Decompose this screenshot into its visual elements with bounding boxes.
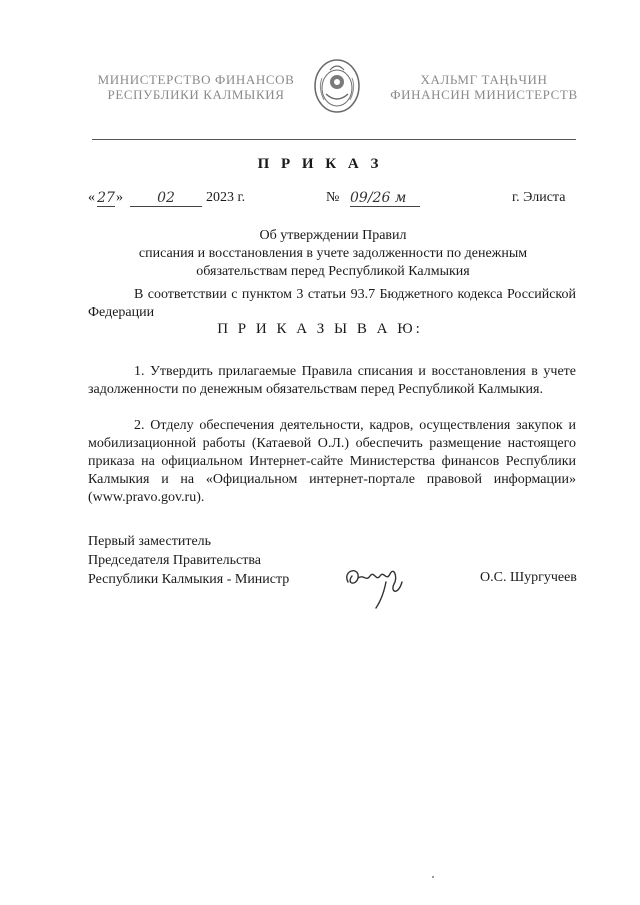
date-year: 2023 г. [206, 190, 246, 205]
subject-line2: списания и восстановления в учете задолженности по денежным [138, 246, 528, 261]
ministry-name-kalmyk [384, 72, 584, 102]
document-number: 09/26 м [350, 190, 420, 207]
preamble [88, 286, 576, 322]
order-item-2 [88, 417, 576, 507]
signatory-position-line2: Председателя Правительства [88, 553, 262, 568]
order-item-2-text: 2. Отделу обеспечения деятельности, кадров, осуществления закупок и мобилизационной работы (Катаевой О.Л.) обеспечить размещение настоящего приказа на официальном Интернет-сайте Министерства финансов Республики Калмыкия и на «Официальном интернет-портале правовой информации» (www.pravo.gov.ru). [88, 418, 576, 505]
date-month: 02 [130, 190, 202, 207]
date-number-line [88, 190, 576, 210]
document-subject [88, 227, 578, 281]
signatory-position [88, 532, 289, 589]
order-item-1-text: 1. Утвердить прилагаемые Правила списания и восстановления в учете задолженности по денежным обязательствам перед Республикой Калмыкия. [88, 364, 576, 397]
ministry-name-kalmyk-line2: ФИНАНСИН МИНИСТЕРСТВ [390, 87, 578, 102]
city: г. Элиста [512, 190, 566, 205]
subject-line3: обязательствам перед Республикой Калмыкия [196, 264, 470, 279]
preamble-text: В соответствии с пунктом 3 статьи 93.7 Бюджетного кодекса Российской Федерации [88, 287, 576, 320]
ministry-name-kalmyk-line1: ХАЛЬМГ ТАҢҺЧИН [420, 72, 548, 87]
date-open-quote: « [88, 190, 95, 205]
coat-of-arms-icon [312, 58, 362, 114]
date-day: 27 [97, 190, 115, 206]
order-item-1 [88, 363, 576, 399]
handwritten-signature [336, 552, 426, 612]
scan-speck [432, 876, 434, 878]
order-word: П Р И К А З Ы В А Ю: [217, 321, 423, 337]
ministry-name-ru [96, 72, 296, 102]
document-title: П Р И К А З [257, 156, 383, 172]
signatory-name: О.С. Шургучеев [480, 570, 577, 585]
ministry-name-ru-line2: РЕСПУБЛИКИ КАЛМЫКИЯ [107, 87, 285, 102]
signatory-position-line3: Республики Калмыкия - Министр [88, 572, 290, 587]
date-close-quote: » [116, 190, 123, 205]
signatory-position-line1: Первый заместитель [88, 534, 212, 549]
number-label: № [326, 190, 340, 205]
header-divider [92, 139, 576, 140]
ministry-name-ru-line1: МИНИСТЕРСТВО ФИНАНСОВ [97, 72, 295, 87]
subject-line1: Об утверждении Правил [259, 228, 407, 243]
